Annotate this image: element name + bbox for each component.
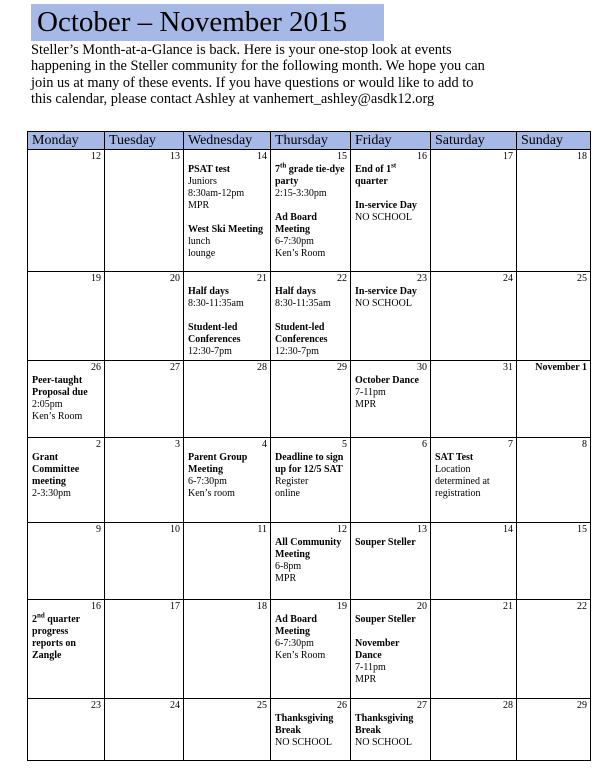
day-cell — [517, 438, 591, 523]
page-title: October – November 2015 — [31, 4, 384, 41]
day-number: 19 — [91, 273, 101, 284]
day-number: 17 — [503, 151, 513, 162]
event-title — [275, 286, 347, 298]
event-detail: MPR — [275, 573, 297, 584]
day-cell — [184, 272, 271, 361]
day-number: 22 — [337, 273, 347, 284]
event-detail: registration — [435, 488, 481, 499]
day-number: 22 — [577, 601, 587, 612]
event-detail: Register — [275, 476, 309, 487]
day-cell — [431, 438, 517, 523]
day-cell — [351, 361, 431, 438]
event-title-text: Half days — [275, 286, 316, 297]
event-title-text: West Ski Meeting — [188, 224, 263, 235]
event-detail: determined at — [435, 476, 490, 487]
event — [188, 322, 267, 358]
day-number: 21 — [257, 273, 267, 284]
event-title-text: Ad Board Meeting — [275, 212, 317, 235]
event-title-text: quarter progress reports on Zangle — [32, 614, 80, 661]
day-number: 16 — [417, 151, 427, 162]
event-title-text: Thanksgiving Break — [275, 713, 334, 736]
day-cell — [184, 361, 271, 438]
day-cell — [271, 600, 351, 699]
event-title-text: grade tie-dye party — [275, 164, 345, 187]
event-title — [275, 713, 347, 737]
day-cell — [105, 699, 184, 761]
day-number: 20 — [417, 601, 427, 612]
day-number: 20 — [170, 273, 180, 284]
day-number: 6 — [422, 439, 427, 450]
event-title-text: Deadline to sign up for 12/5 SAT — [275, 452, 344, 475]
event — [32, 611, 101, 662]
event-detail: online — [275, 488, 300, 499]
event-detail: MPR — [188, 200, 210, 211]
day-cell — [271, 438, 351, 523]
day-cell — [105, 438, 184, 523]
weekday-header-row — [28, 132, 591, 150]
event-title — [435, 452, 513, 464]
event-detail: 2:15-3:30pm — [275, 188, 327, 199]
calendar-table — [27, 131, 591, 761]
day-number: 3 — [175, 439, 180, 450]
day-number: 18 — [577, 151, 587, 162]
event-title — [188, 224, 267, 236]
intro-line: happening in the Steller community for the following month. We hope you can — [31, 58, 485, 75]
event-title-text: October Dance — [355, 375, 419, 386]
day-cell — [184, 438, 271, 523]
event-title-text: Ad Board Meeting — [275, 614, 317, 637]
event-title — [355, 638, 427, 662]
event-title-ordinal: st — [391, 161, 397, 170]
day-number: 10 — [170, 524, 180, 535]
event-title — [188, 452, 267, 476]
event — [355, 537, 427, 549]
intro-line: join us at many of these events. If you have questions or would like to add to — [31, 74, 474, 91]
week-row — [28, 699, 591, 761]
event-detail: 7-11pm — [355, 387, 386, 398]
event-detail: NO SCHOOL — [275, 737, 332, 748]
event-detail: 6-7:30pm — [275, 638, 314, 649]
event-detail: 6-7:30pm — [275, 236, 314, 247]
event-title — [32, 375, 101, 399]
event — [275, 322, 347, 358]
week-row — [28, 272, 591, 361]
day-cell — [517, 361, 591, 438]
event — [355, 614, 427, 626]
day-cell — [431, 272, 517, 361]
event-detail: 12:30-7pm — [275, 346, 319, 357]
event — [355, 713, 427, 749]
intro-line: Steller’s Month-at-a-Glance is back. Here is your one-stop look at events — [31, 42, 452, 58]
day-number: 18 — [257, 601, 267, 612]
event-title-text: Student-led Conferences — [275, 322, 328, 345]
day-cell — [517, 600, 591, 699]
day-number: 11 — [257, 524, 267, 535]
event-title — [355, 200, 427, 212]
day-number: 23 — [417, 273, 427, 284]
day-number: 21 — [503, 601, 513, 612]
event-title-text: November Dance — [355, 638, 400, 661]
event — [188, 164, 267, 212]
intro-paragraph — [31, 42, 591, 108]
day-number: 8 — [582, 439, 587, 450]
weekday-header: Thursday — [271, 132, 351, 150]
event-title-text: Student-led Conferences — [188, 322, 241, 345]
event-detail: 6-7:30pm — [188, 476, 227, 487]
event-title-text: All Community Meeting — [275, 537, 342, 560]
event-title — [355, 614, 427, 626]
event-title — [188, 286, 267, 298]
day-number: 17 — [170, 601, 180, 612]
event — [275, 713, 347, 749]
event-title-text: PSAT test — [188, 164, 231, 175]
event — [355, 161, 427, 188]
event-title-ordinal: th — [280, 161, 287, 170]
day-cell — [28, 699, 105, 761]
day-cell — [105, 600, 184, 699]
event-detail: lounge — [188, 248, 216, 259]
event-title — [275, 212, 347, 236]
event — [275, 614, 347, 662]
day-number: 27 — [170, 362, 180, 373]
day-number: 28 — [257, 362, 267, 373]
event-title — [188, 164, 267, 176]
day-cell — [28, 150, 105, 272]
event-title-text: Half days — [188, 286, 229, 297]
event-title-number: 7 — [275, 164, 280, 175]
event — [355, 638, 427, 686]
event-title — [275, 322, 347, 346]
event — [32, 452, 101, 500]
event-title — [32, 452, 101, 488]
day-number: 9 — [96, 524, 101, 535]
event-detail: 2-3:30pm — [32, 488, 71, 499]
calendar-body — [28, 150, 591, 761]
day-number: 29 — [337, 362, 347, 373]
day-cell — [28, 600, 105, 699]
day-number: 25 — [577, 273, 587, 284]
event-detail: MPR — [355, 399, 377, 410]
day-cell — [431, 150, 517, 272]
event-title-text: Peer-taught Proposal due — [32, 375, 88, 398]
event-title-text: In-service Day — [355, 200, 417, 211]
day-cell — [271, 699, 351, 761]
event-detail: NO SCHOOL — [355, 212, 412, 223]
day-cell — [431, 523, 517, 600]
week-row — [28, 600, 591, 699]
event-title-ordinal: nd — [37, 611, 45, 620]
day-cell — [517, 699, 591, 761]
weekday-header: Saturday — [431, 132, 517, 150]
day-cell — [351, 150, 431, 272]
event — [32, 375, 101, 423]
day-number: 14 — [257, 151, 267, 162]
event-detail: NO SCHOOL — [355, 298, 412, 309]
day-cell — [517, 272, 591, 361]
event-detail: 8:30-11:35am — [275, 298, 331, 309]
event-title — [275, 161, 347, 188]
day-cell — [184, 699, 271, 761]
day-cell — [271, 361, 351, 438]
event-title-text: SAT Test — [435, 452, 474, 463]
event-title-text: Parent Group Meeting — [188, 452, 248, 475]
day-number: 30 — [417, 362, 427, 373]
day-number: 14 — [503, 524, 513, 535]
day-number: 15 — [577, 524, 587, 535]
event-detail: 2:05pm — [32, 399, 63, 410]
event-detail: Ken’s Room — [275, 248, 326, 259]
event — [275, 212, 347, 260]
event — [355, 286, 427, 310]
weekday-header: Sunday — [517, 132, 591, 150]
day-number: 19 — [337, 601, 347, 612]
day-number: 2 — [96, 439, 101, 450]
event-title-number: 2 — [32, 614, 37, 625]
event-detail: 12:30-7pm — [188, 346, 232, 357]
weekday-header: Tuesday — [105, 132, 184, 150]
day-number: 26 — [91, 362, 101, 373]
day-number: 12 — [337, 524, 347, 535]
day-cell — [184, 600, 271, 699]
day-cell — [105, 150, 184, 272]
day-number: 13 — [417, 524, 427, 535]
day-number: 5 — [342, 439, 347, 450]
intro-line: this calendar, please contact Ashley at vanhemert_ashley@asdk12.org — [31, 91, 435, 108]
day-cell — [431, 699, 517, 761]
week-row — [28, 150, 591, 272]
event — [275, 286, 347, 310]
weekday-header: Wednesday — [184, 132, 271, 150]
day-number: 24 — [170, 700, 180, 711]
day-number: 28 — [503, 700, 513, 711]
day-cell — [351, 523, 431, 600]
weekday-header: Monday — [28, 132, 105, 150]
day-cell — [517, 523, 591, 600]
event-title-text: Souper Steller — [355, 537, 416, 548]
event-detail: lunch — [188, 236, 211, 247]
event-detail: 8:30-11:35am — [188, 298, 244, 309]
day-cell — [431, 600, 517, 699]
day-number: 25 — [257, 700, 267, 711]
day-number: 31 — [503, 362, 513, 373]
day-cell — [184, 150, 271, 272]
event-detail: NO SCHOOL — [355, 737, 412, 748]
day-cell — [28, 523, 105, 600]
day-cell — [351, 438, 431, 523]
event-detail: 7-11pm — [355, 662, 386, 673]
day-cell — [271, 523, 351, 600]
event-title — [355, 161, 427, 188]
day-cell — [184, 523, 271, 600]
event-title-text: Thanksgiving Break — [355, 713, 414, 736]
day-number: 26 — [337, 700, 347, 711]
day-cell — [517, 150, 591, 272]
day-cell — [351, 699, 431, 761]
day-cell — [28, 272, 105, 361]
event — [188, 452, 267, 500]
event-detail: Ken’s room — [188, 488, 235, 499]
day-cell — [28, 361, 105, 438]
event-title — [188, 322, 267, 346]
event-title-suffix: quarter — [355, 176, 388, 187]
day-cell — [105, 523, 184, 600]
week-row — [28, 438, 591, 523]
event-title — [355, 375, 427, 387]
event-detail: 8:30am-12pm — [188, 188, 245, 199]
event-detail: 6-8pm — [275, 561, 302, 572]
day-number: 15 — [337, 151, 347, 162]
event-title — [355, 537, 427, 549]
day-cell — [351, 600, 431, 699]
event-detail: MPR — [355, 674, 377, 685]
event — [435, 452, 513, 500]
event — [188, 224, 267, 260]
event-title — [355, 286, 427, 298]
event-title — [275, 537, 347, 561]
day-cell — [105, 361, 184, 438]
day-cell — [271, 150, 351, 272]
day-number: November 1 — [535, 362, 587, 373]
event-detail: Ken’s Room — [32, 411, 83, 422]
day-number: 4 — [262, 439, 267, 450]
event — [275, 161, 347, 200]
event-title — [355, 713, 427, 737]
day-number: 7 — [508, 439, 513, 450]
event-title-text: End of 1 — [355, 164, 392, 175]
day-number: 12 — [91, 151, 101, 162]
day-number: 16 — [91, 601, 101, 612]
day-number: 23 — [91, 700, 101, 711]
weekday-header: Friday — [351, 132, 431, 150]
event — [275, 537, 347, 585]
event-title — [275, 452, 347, 476]
day-cell — [105, 272, 184, 361]
event-detail: Location — [435, 464, 471, 475]
event-title-text: Grant Committee meeting — [32, 452, 80, 487]
day-number: 13 — [170, 151, 180, 162]
event — [188, 286, 267, 310]
event — [275, 452, 347, 500]
event-title — [32, 611, 101, 662]
event — [355, 200, 427, 224]
event — [355, 375, 427, 411]
week-row — [28, 523, 591, 600]
event-detail: Juniors — [188, 176, 217, 187]
day-number: 29 — [577, 700, 587, 711]
event-title-text: In-service Day — [355, 286, 417, 297]
event-title — [275, 614, 347, 638]
week-row — [28, 361, 591, 438]
event-detail: Ken’s Room — [275, 650, 326, 661]
day-cell — [271, 272, 351, 361]
day-number: 24 — [503, 273, 513, 284]
day-cell — [351, 272, 431, 361]
event-title-text: Souper Steller — [355, 614, 416, 625]
day-cell — [431, 361, 517, 438]
day-cell — [28, 438, 105, 523]
day-number: 27 — [417, 700, 427, 711]
